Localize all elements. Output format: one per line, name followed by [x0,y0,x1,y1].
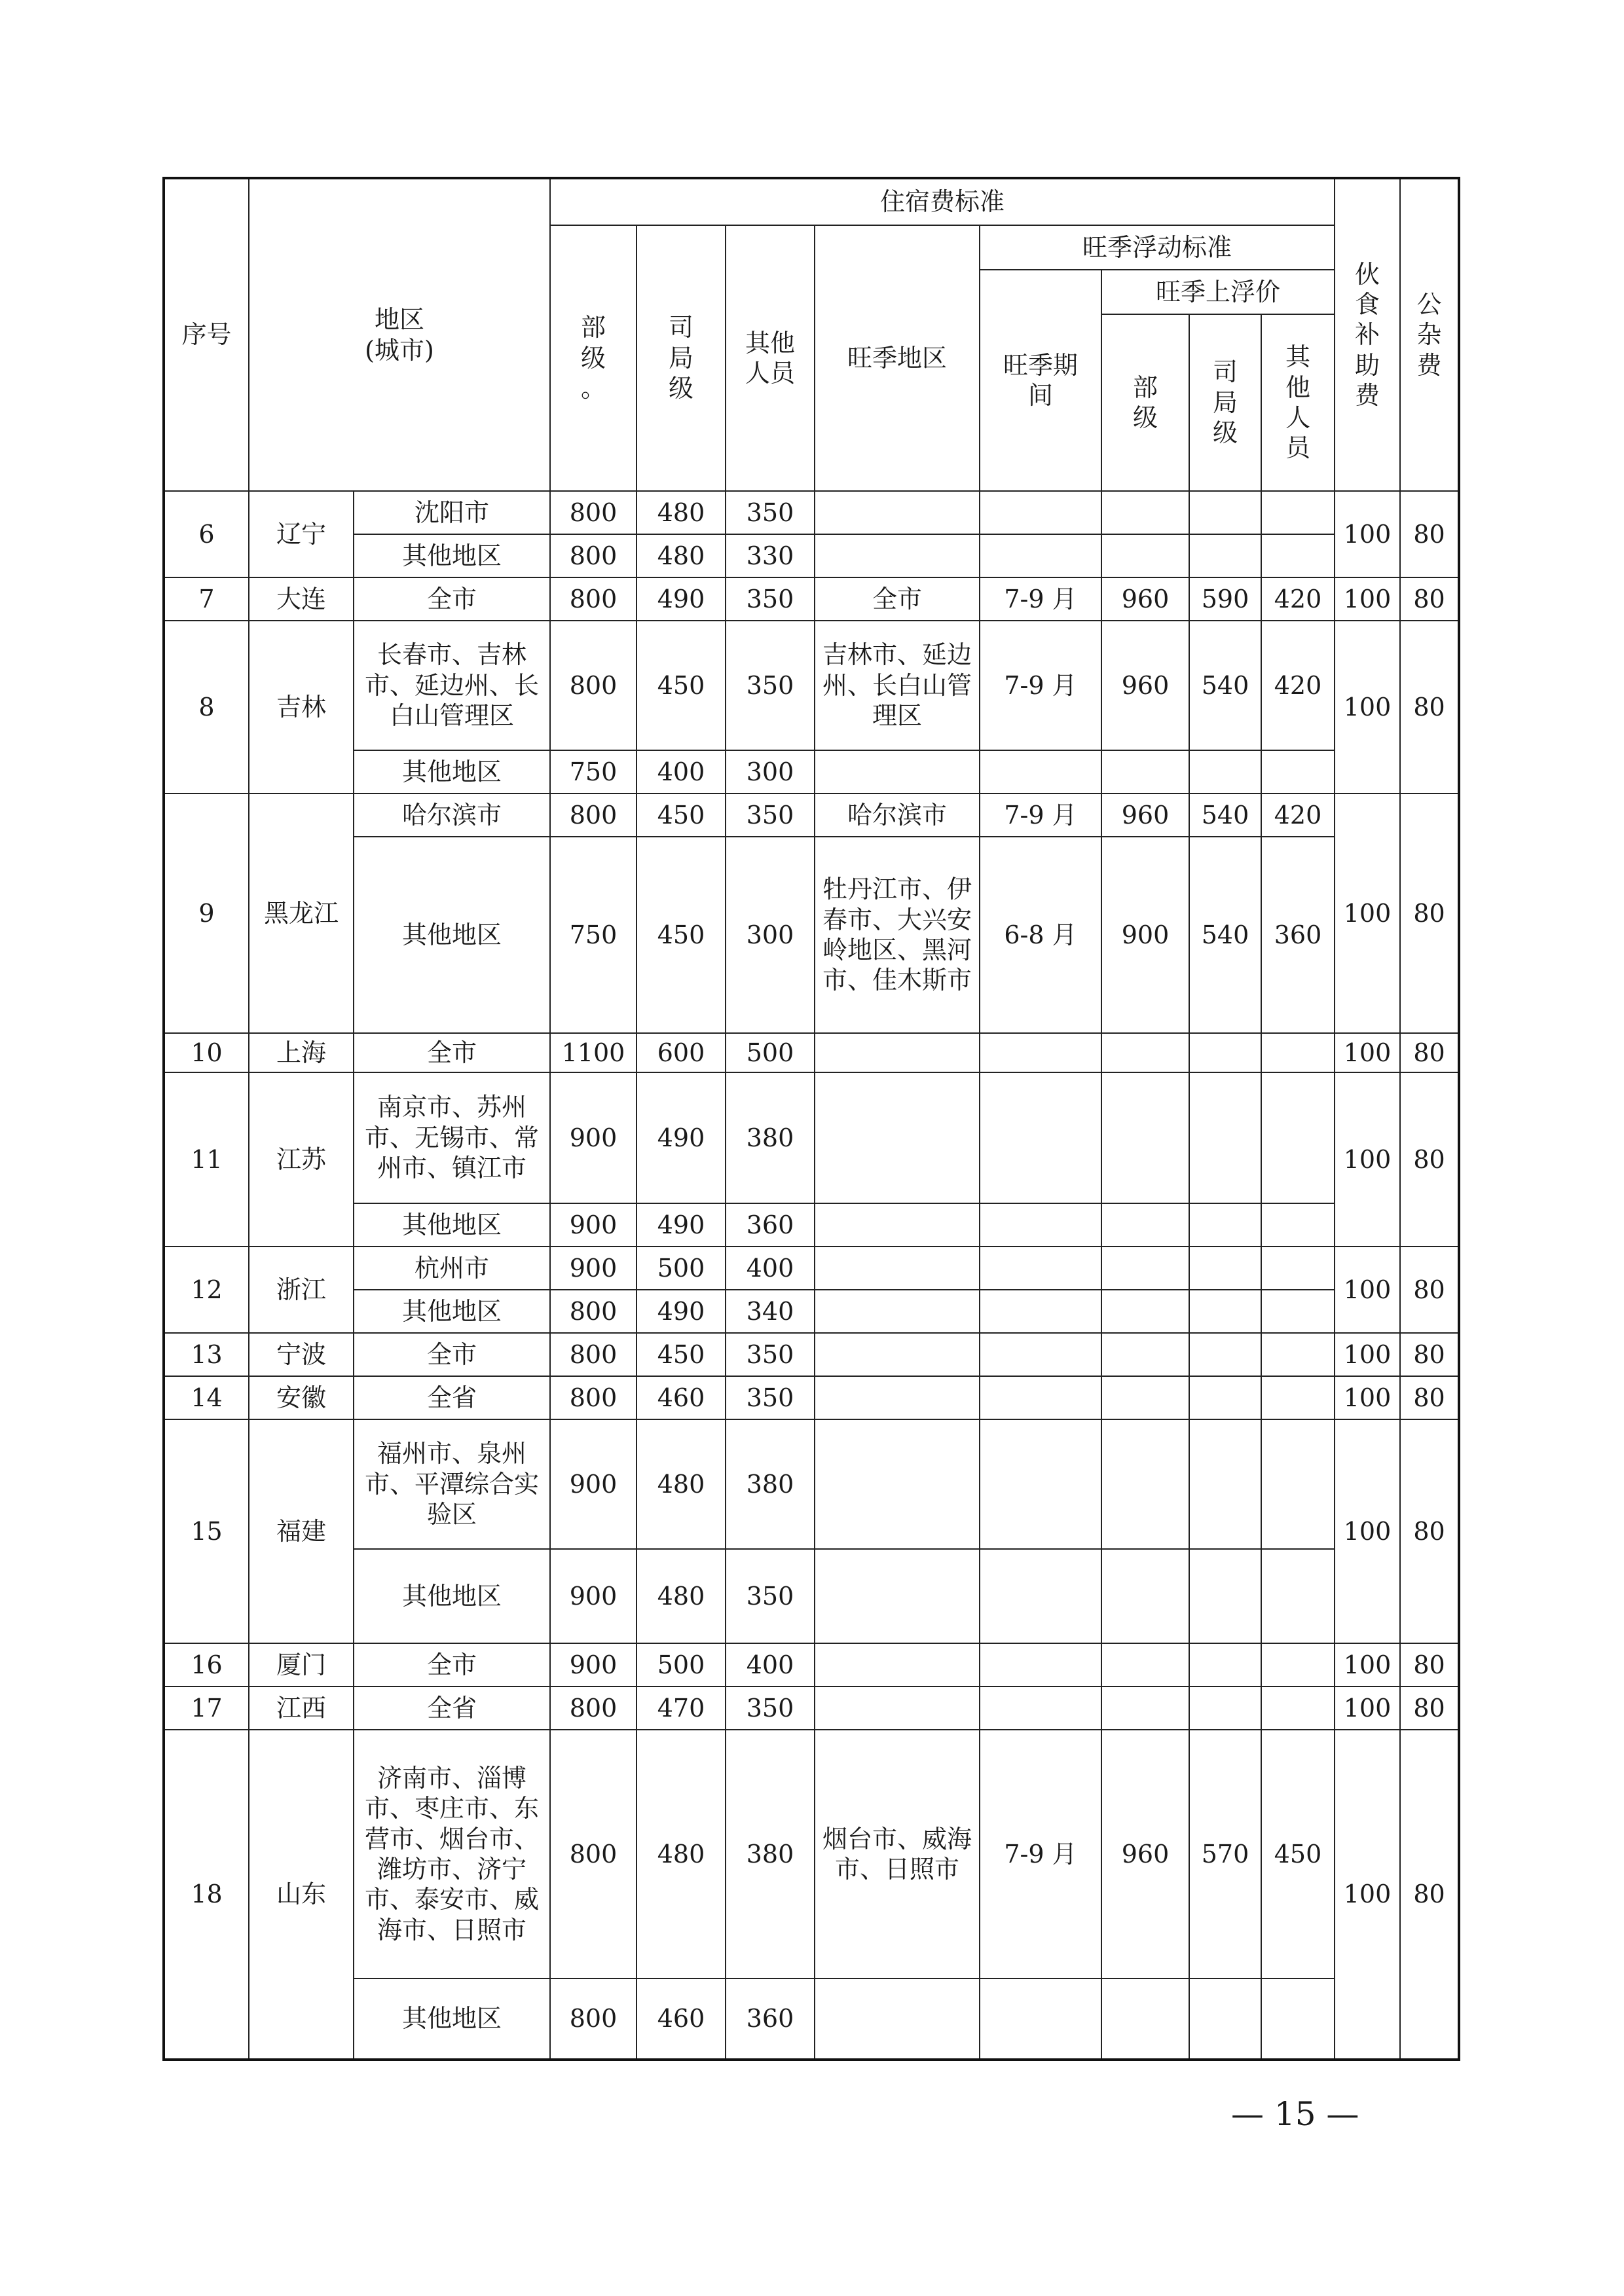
peak-bureau-cell [1189,1643,1261,1686]
peak-period-cell [980,1247,1101,1290]
other-rate-cell: 350 [726,793,815,837]
misc-fee-cell: 80 [1400,577,1459,621]
peak-period-cell: 7-9 月 [980,577,1101,621]
bureau-rate-cell: 480 [637,534,726,577]
bureau-rate-cell: 450 [637,837,726,1033]
bureau-rate-cell: 500 [637,1643,726,1686]
province-cell: 厦门 [249,1643,354,1686]
table-row [164,1290,1459,1333]
peak-bureau-cell [1189,1978,1261,2060]
table-row [164,621,1459,750]
peak-period-cell: 7-9 月 [980,1730,1101,1978]
peak-area-cell [815,534,980,577]
peak-other-cell: 420 [1261,621,1335,750]
city-cell: 济南市、淄博市、枣庄市、东营市、烟台市、潍坊市、济宁市、泰安市、威海市、日照市 [354,1730,550,1978]
table-row [164,1686,1459,1730]
peak-bureau-cell: 540 [1189,793,1261,837]
peak-ministry-cell [1101,491,1189,534]
misc-fee-cell: 80 [1400,793,1459,1033]
peak-area-cell [815,1203,980,1247]
city-cell: 其他地区 [354,750,550,793]
misc-fee-cell: 80 [1400,1419,1459,1643]
peak-bureau-cell [1189,1376,1261,1419]
seq-cell: 9 [164,793,249,1033]
ministry-rate-cell: 800 [550,1333,637,1376]
province-cell: 安徽 [249,1376,354,1419]
province-cell: 宁波 [249,1333,354,1376]
other-rate-cell: 350 [726,1376,815,1419]
seq-cell: 10 [164,1033,249,1072]
peak-other-cell [1261,534,1335,577]
misc-fee-cell: 80 [1400,1730,1459,2060]
other-rate-cell: 300 [726,750,815,793]
other-rate-cell: 340 [726,1290,815,1333]
peak-bureau-cell [1189,750,1261,793]
ministry-rate-cell: 900 [550,1072,637,1203]
meal-allowance-cell: 100 [1335,1730,1400,2060]
table-row [164,1072,1459,1203]
peak-other-cell [1261,1247,1335,1290]
header-misc-fee: 公 杂 费 [1400,178,1459,491]
table-row [164,793,1459,837]
peak-bureau-cell [1189,1549,1261,1643]
meal-allowance-cell: 100 [1335,491,1400,577]
peak-bureau-cell [1189,1290,1261,1333]
peak-bureau-cell [1189,1419,1261,1549]
peak-ministry-cell [1101,1686,1189,1730]
peak-period-cell [980,1686,1101,1730]
peak-ministry-cell [1101,1549,1189,1643]
peak-bureau-cell [1189,1203,1261,1247]
misc-fee-cell: 80 [1400,621,1459,793]
seq-cell: 11 [164,1072,249,1247]
table-body [164,491,1459,2060]
misc-fee-cell: 80 [1400,1247,1459,1333]
misc-fee-cell: 80 [1400,1376,1459,1419]
peak-ministry-cell [1101,1072,1189,1203]
ministry-rate-cell: 800 [550,1290,637,1333]
province-cell: 福建 [249,1419,354,1643]
seq-cell: 12 [164,1247,249,1333]
peak-area-cell: 全市 [815,577,980,621]
header-lodging-standard: 住宿费标准 [550,178,1335,225]
ministry-rate-cell: 800 [550,1730,637,1978]
peak-other-cell [1261,1686,1335,1730]
peak-area-cell [815,750,980,793]
peak-area-cell [815,1290,980,1333]
city-cell: 其他地区 [354,1290,550,1333]
peak-period-cell [980,1419,1101,1549]
peak-period-cell [980,750,1101,793]
meal-allowance-cell: 100 [1335,1247,1400,1333]
peak-period-cell: 7-9 月 [980,793,1101,837]
peak-other-cell [1261,1072,1335,1203]
ministry-rate-cell: 750 [550,837,637,1033]
peak-bureau-cell [1189,1333,1261,1376]
ministry-rate-cell: 900 [550,1203,637,1247]
ministry-rate-cell: 800 [550,1376,637,1419]
peak-area-cell: 牡丹江市、伊春市、大兴安岭地区、黑河市、佳木斯市 [815,837,980,1033]
peak-ministry-cell: 900 [1101,837,1189,1033]
meal-allowance-cell: 100 [1335,1419,1400,1643]
peak-area-cell: 烟台市、威海市、日照市 [815,1730,980,1978]
city-cell: 杭州市 [354,1247,550,1290]
misc-fee-cell: 80 [1400,1333,1459,1376]
peak-bureau-cell [1189,491,1261,534]
peak-other-cell [1261,1549,1335,1643]
table-row [164,1247,1459,1290]
province-cell: 大连 [249,577,354,621]
meal-allowance-cell: 100 [1335,1072,1400,1247]
meal-allowance-cell: 100 [1335,1643,1400,1686]
header-peak-price: 旺季上浮价 [1101,270,1335,314]
bureau-rate-cell: 450 [637,793,726,837]
meal-allowance-cell: 100 [1335,1686,1400,1730]
peak-ministry-cell [1101,1333,1189,1376]
misc-fee-cell: 80 [1400,1072,1459,1247]
bureau-rate-cell: 500 [637,1247,726,1290]
peak-ministry-cell [1101,1376,1189,1419]
peak-area-cell [815,1247,980,1290]
seq-cell: 8 [164,621,249,793]
peak-period-cell [980,1643,1101,1686]
province-cell: 上海 [249,1033,354,1072]
peak-other-cell [1261,1376,1335,1419]
bureau-rate-cell: 450 [637,621,726,750]
peak-period-cell [980,1203,1101,1247]
peak-period-cell [980,534,1101,577]
peak-period-cell [980,491,1101,534]
header-peak-ministry: 部 级 [1101,314,1189,491]
peak-ministry-cell: 960 [1101,1730,1189,1978]
peak-area-cell [815,1333,980,1376]
peak-period-cell [980,1033,1101,1072]
peak-period-cell [980,1978,1101,2060]
seq-cell: 16 [164,1643,249,1686]
other-rate-cell: 360 [726,1978,815,2060]
other-rate-cell: 380 [726,1072,815,1203]
peak-area-cell [815,1643,980,1686]
seq-cell: 17 [164,1686,249,1730]
peak-bureau-cell [1189,1033,1261,1072]
meal-allowance-cell: 100 [1335,1333,1400,1376]
misc-fee-cell: 80 [1400,1033,1459,1072]
other-rate-cell: 500 [726,1033,815,1072]
ministry-rate-cell: 800 [550,534,637,577]
province-cell: 江苏 [249,1072,354,1247]
bureau-rate-cell: 460 [637,1376,726,1419]
other-rate-cell: 380 [726,1419,815,1549]
ministry-rate-cell: 800 [550,1978,637,2060]
city-cell: 哈尔滨市 [354,793,550,837]
meal-allowance-cell: 100 [1335,577,1400,621]
peak-other-cell: 360 [1261,837,1335,1033]
ministry-rate-cell: 800 [550,1686,637,1730]
ministry-rate-cell: 900 [550,1247,637,1290]
peak-period-cell [980,1072,1101,1203]
seq-cell: 13 [164,1333,249,1376]
city-cell: 长春市、吉林市、延边州、长白山管理区 [354,621,550,750]
city-cell: 其他地区 [354,1978,550,2060]
peak-other-cell [1261,1290,1335,1333]
city-cell: 全市 [354,1333,550,1376]
city-cell: 其他地区 [354,534,550,577]
bureau-rate-cell: 490 [637,1072,726,1203]
meal-allowance-cell: 100 [1335,621,1400,793]
peak-bureau-cell [1189,534,1261,577]
peak-ministry-cell [1101,1290,1189,1333]
bureau-rate-cell: 490 [637,577,726,621]
bureau-rate-cell: 400 [637,750,726,793]
peak-other-cell: 420 [1261,793,1335,837]
other-rate-cell: 330 [726,534,815,577]
other-rate-cell: 350 [726,1686,815,1730]
bureau-rate-cell: 480 [637,491,726,534]
bureau-rate-cell: 480 [637,1730,726,1978]
peak-ministry-cell [1101,1203,1189,1247]
seq-cell: 6 [164,491,249,577]
peak-ministry-cell [1101,1247,1189,1290]
province-cell: 黑龙江 [249,793,354,1033]
bureau-rate-cell: 470 [637,1686,726,1730]
peak-other-cell [1261,491,1335,534]
city-cell: 全市 [354,577,550,621]
table-row [164,1033,1459,1072]
peak-other-cell [1261,1643,1335,1686]
city-cell: 福州市、泉州市、平潭综合实验区 [354,1419,550,1549]
table-row [164,1333,1459,1376]
header-seq: 序号 [164,178,249,491]
table-row [164,491,1459,534]
peak-ministry-cell: 960 [1101,621,1189,750]
peak-area-cell [815,1072,980,1203]
peak-area-cell [815,1978,980,2060]
bureau-rate-cell: 480 [637,1549,726,1643]
peak-period-cell [980,1333,1101,1376]
peak-area-cell [815,1376,980,1419]
peak-period-cell: 6-8 月 [980,837,1101,1033]
ministry-rate-cell: 750 [550,750,637,793]
province-cell: 吉林 [249,621,354,793]
header-peak-period: 旺季期 间 [980,270,1101,491]
peak-bureau-cell [1189,1686,1261,1730]
peak-period-cell [980,1549,1101,1643]
bureau-rate-cell: 480 [637,1419,726,1549]
other-rate-cell: 380 [726,1730,815,1978]
peak-ministry-cell [1101,1978,1189,2060]
city-cell: 南京市、苏州市、无锡市、常州市、镇江市 [354,1072,550,1203]
table-row [164,1203,1459,1247]
city-cell: 全省 [354,1686,550,1730]
peak-other-cell [1261,1419,1335,1549]
peak-other-cell: 450 [1261,1730,1335,1978]
table-row [164,750,1459,793]
peak-other-cell [1261,1978,1335,2060]
ministry-rate-cell: 800 [550,577,637,621]
header-peak-float-standard: 旺季浮动标准 [980,225,1335,270]
ministry-rate-cell: 800 [550,793,637,837]
header-peak-others: 其 他 人 员 [1261,314,1335,491]
peak-ministry-cell: 960 [1101,577,1189,621]
table-row [164,577,1459,621]
bureau-rate-cell: 450 [637,1333,726,1376]
peak-other-cell: 420 [1261,577,1335,621]
header-region: 地区 (城市) [249,178,550,491]
peak-area-cell [815,491,980,534]
misc-fee-cell: 80 [1400,1686,1459,1730]
peak-bureau-cell: 540 [1189,837,1261,1033]
table-row [164,1549,1459,1643]
peak-bureau-cell: 540 [1189,621,1261,750]
other-rate-cell: 350 [726,1549,815,1643]
other-rate-cell: 350 [726,1333,815,1376]
ministry-rate-cell: 800 [550,621,637,750]
city-cell: 其他地区 [354,837,550,1033]
peak-period-cell [980,1290,1101,1333]
peak-ministry-cell [1101,1033,1189,1072]
seq-cell: 7 [164,577,249,621]
peak-other-cell [1261,750,1335,793]
table-row [164,837,1459,1033]
bureau-rate-cell: 600 [637,1033,726,1072]
peak-ministry-cell [1101,1643,1189,1686]
ministry-rate-cell: 1100 [550,1033,637,1072]
lodging-standard-table [162,177,1460,2061]
ministry-rate-cell: 900 [550,1419,637,1549]
peak-other-cell [1261,1333,1335,1376]
province-cell: 浙江 [249,1247,354,1333]
other-rate-cell: 350 [726,491,815,534]
table-row [164,1376,1459,1419]
peak-period-cell [980,1376,1101,1419]
header-ministry-level: 部 级 。 [550,225,637,491]
city-cell: 沈阳市 [354,491,550,534]
peak-bureau-cell [1189,1072,1261,1203]
meal-allowance-cell: 100 [1335,1033,1400,1072]
province-cell: 江西 [249,1686,354,1730]
other-rate-cell: 400 [726,1247,815,1290]
city-cell: 全省 [354,1376,550,1419]
peak-area-cell [815,1686,980,1730]
seq-cell: 14 [164,1376,249,1419]
province-cell: 山东 [249,1730,354,2060]
ministry-rate-cell: 800 [550,491,637,534]
peak-area-cell [815,1033,980,1072]
meal-allowance-cell: 100 [1335,1376,1400,1419]
city-cell: 其他地区 [354,1203,550,1247]
peak-bureau-cell: 570 [1189,1730,1261,1978]
peak-bureau-cell: 590 [1189,577,1261,621]
seq-cell: 15 [164,1419,249,1643]
header-bureau-level: 司 局 级 [637,225,726,491]
other-rate-cell: 350 [726,577,815,621]
peak-area-cell: 哈尔滨市 [815,793,980,837]
misc-fee-cell: 80 [1400,491,1459,577]
bureau-rate-cell: 490 [637,1203,726,1247]
table-row [164,1419,1459,1549]
page-number: — 15 — [1231,2095,1359,2133]
header-meal-allowance: 伙 食 补 助 费 [1335,178,1400,491]
other-rate-cell: 360 [726,1203,815,1247]
city-cell: 全市 [354,1643,550,1686]
other-rate-cell: 400 [726,1643,815,1686]
bureau-rate-cell: 460 [637,1978,726,2060]
table-row [164,1978,1459,2060]
city-cell: 全市 [354,1033,550,1072]
header-peak-bureau: 司 局 级 [1189,314,1261,491]
table-header [164,178,1459,491]
meal-allowance-cell: 100 [1335,793,1400,1033]
ministry-rate-cell: 900 [550,1643,637,1686]
province-cell: 辽宁 [249,491,354,577]
header-peak-area: 旺季地区 [815,225,980,491]
other-rate-cell: 350 [726,621,815,750]
peak-area-cell [815,1549,980,1643]
peak-ministry-cell: 960 [1101,793,1189,837]
city-cell: 其他地区 [354,1549,550,1643]
peak-other-cell [1261,1203,1335,1247]
table-row [164,1643,1459,1686]
ministry-rate-cell: 900 [550,1549,637,1643]
peak-ministry-cell [1101,750,1189,793]
peak-ministry-cell [1101,1419,1189,1549]
peak-ministry-cell [1101,534,1189,577]
peak-other-cell [1261,1033,1335,1072]
misc-fee-cell: 80 [1400,1643,1459,1686]
seq-cell: 18 [164,1730,249,2060]
other-rate-cell: 300 [726,837,815,1033]
table-row [164,1730,1459,1978]
peak-area-cell: 吉林市、延边州、长白山管理区 [815,621,980,750]
header-other-staff: 其他 人员 [726,225,815,491]
peak-bureau-cell [1189,1247,1261,1290]
bureau-rate-cell: 490 [637,1290,726,1333]
table-row [164,534,1459,577]
peak-period-cell: 7-9 月 [980,621,1101,750]
peak-area-cell [815,1419,980,1549]
